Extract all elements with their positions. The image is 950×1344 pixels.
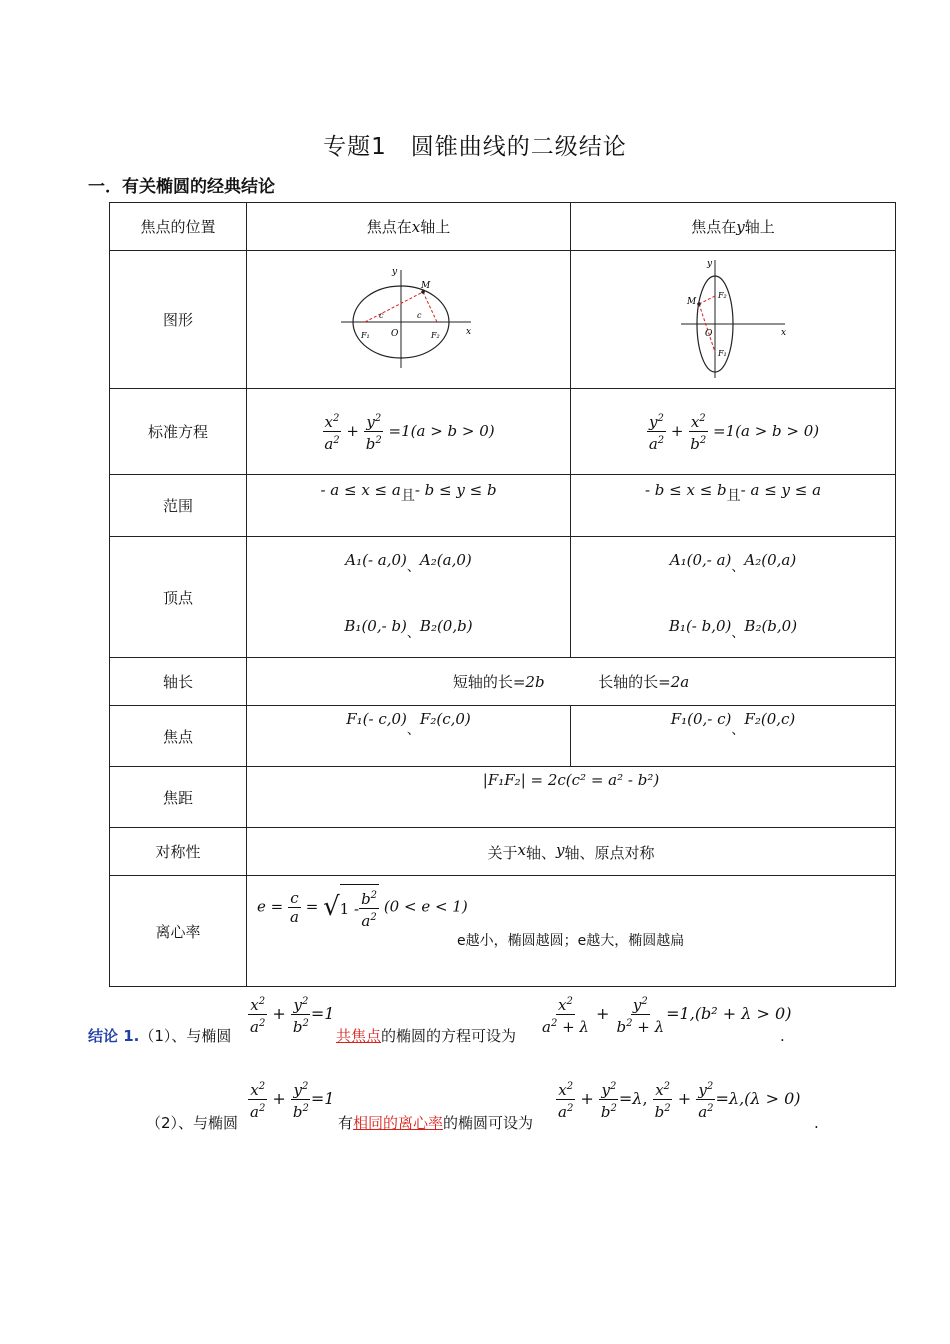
row-label-range: 范围 bbox=[110, 475, 247, 537]
c1-ellipse-eq-2: $\frac{x^2}{a^2}$ + $\frac{y^2}{b^2}$ =1 bbox=[248, 1078, 334, 1121]
range-y: - b ≤ x ≤ b且- a ≤ y ≤ a bbox=[571, 475, 896, 537]
svg-text:y: y bbox=[391, 266, 397, 277]
conclusion1-part2: （2）、与椭圆 bbox=[146, 1114, 239, 1132]
svg-text:y: y bbox=[707, 258, 713, 269]
vertex-x: A₁(- a,0)、A₂(a,0) B₁(0,- b)、B₂(0,b) bbox=[247, 537, 571, 658]
focus-y: F₁(0,- c)、F₂(0,c) bbox=[571, 706, 896, 767]
svg-text:x: x bbox=[781, 327, 787, 338]
row-label-focal-distance: 焦距 bbox=[110, 767, 247, 828]
header-x-axis: 焦点在x轴上 bbox=[247, 203, 571, 251]
svg-text:x: x bbox=[465, 326, 471, 337]
eccentricity bbox=[247, 876, 896, 987]
figure-horizontal-ellipse bbox=[247, 251, 571, 389]
row-label-vertex: 顶点 bbox=[110, 537, 247, 658]
period-1: . bbox=[780, 1027, 785, 1045]
period-2: . bbox=[814, 1114, 819, 1132]
eccentricity-formula: e = $\frac{c}{a}$ = √ 1 - $b^2$ $a^2$ (0 < e < 1) bbox=[257, 884, 468, 930]
svg-text:M: M bbox=[420, 280, 430, 291]
focus-x: F₁(- c,0)、F₂(c,0) bbox=[247, 706, 571, 767]
header-y-axis: 焦点在y轴上 bbox=[571, 203, 896, 251]
svg-text:F₁: F₁ bbox=[360, 330, 370, 340]
svg-text:O: O bbox=[705, 328, 713, 339]
row-label-eccentricity: 离心率 bbox=[110, 876, 247, 987]
figure-vertical-ellipse bbox=[571, 251, 896, 389]
row-label-axis-length: 轴长 bbox=[110, 658, 247, 706]
focal-distance: |F₁F₂| = 2c(c² = a² - b²) bbox=[247, 767, 896, 828]
row-label-symmetry: 对称性 bbox=[110, 828, 247, 876]
c1-same-ecc-eq: $\frac{x^2}{a^2}$ + $\frac{y^2}{b^2}$ =λ, $\frac{x^2}{b^2}$ + $\frac{y^2}{a^2}$ =λ,(λ > 0) bbox=[556, 1078, 801, 1121]
vertex-y: A₁(0,- a)、A₂(0,a) B₁(- b,0)、B₂(b,0) bbox=[571, 537, 896, 658]
svg-text:F₂: F₂ bbox=[718, 290, 727, 300]
range-x: - a ≤ x ≤ a且- b ≤ y ≤ b bbox=[247, 475, 571, 537]
svg-text:F₁: F₁ bbox=[718, 348, 727, 358]
conclusion1-part2-text: 有相同的离心率的椭圆可设为 bbox=[338, 1114, 534, 1132]
svg-text:O: O bbox=[390, 328, 398, 339]
header-position: 焦点的位置 bbox=[110, 203, 247, 251]
svg-text:F₂: F₂ bbox=[430, 330, 440, 340]
row-label-focus: 焦点 bbox=[110, 706, 247, 767]
conclusion1-part1-text: 共焦点的椭圆的方程可设为 bbox=[336, 1027, 517, 1045]
page-title: 专题1 圆锥曲线的二级结论 bbox=[323, 134, 627, 160]
standard-eq-y: $\frac{y^2}{a^2}$ + $\frac{x^2}{b^2}$ =1(a > b > 0) bbox=[571, 389, 896, 475]
svg-text:c: c bbox=[416, 310, 421, 320]
standard-eq-x: $\frac{x^2}{a^2}$ + $\frac{y^2}{b^2}$ =1(a > b > 0) bbox=[247, 389, 571, 475]
ellipse-table bbox=[109, 202, 896, 987]
section-heading: 一．有关椭圆的经典结论 bbox=[88, 177, 275, 197]
symmetry: 关于x轴、y轴、原点对称 bbox=[247, 828, 896, 876]
svg-text:M: M bbox=[687, 296, 697, 307]
horizontal-ellipse-figure bbox=[339, 264, 479, 372]
axis-length: 短轴的长=2b 长轴的长=2a bbox=[247, 658, 896, 706]
svg-text:c: c bbox=[378, 310, 383, 320]
row-label-figure: 图形 bbox=[110, 251, 247, 389]
c1-ellipse-eq-1: $\frac{x^2}{a^2}$ + $\frac{y^2}{b^2}$ =1 bbox=[248, 993, 334, 1036]
c1-confocal-eq: $\frac{x^2}{a^2 + \lambda}$ + $\frac{y^2}{b^2 + \lambda}$ =1,(b² + λ > 0) bbox=[540, 993, 791, 1036]
row-label-standard-eq: 标准方程 bbox=[110, 389, 247, 475]
conclusion1-part1: 结论 1.（1）、与椭圆 bbox=[88, 1027, 232, 1045]
eccentricity-note: e越小，椭圆越圆；e越大，椭圆越扁 bbox=[457, 933, 685, 949]
vertical-ellipse-figure bbox=[673, 256, 793, 380]
